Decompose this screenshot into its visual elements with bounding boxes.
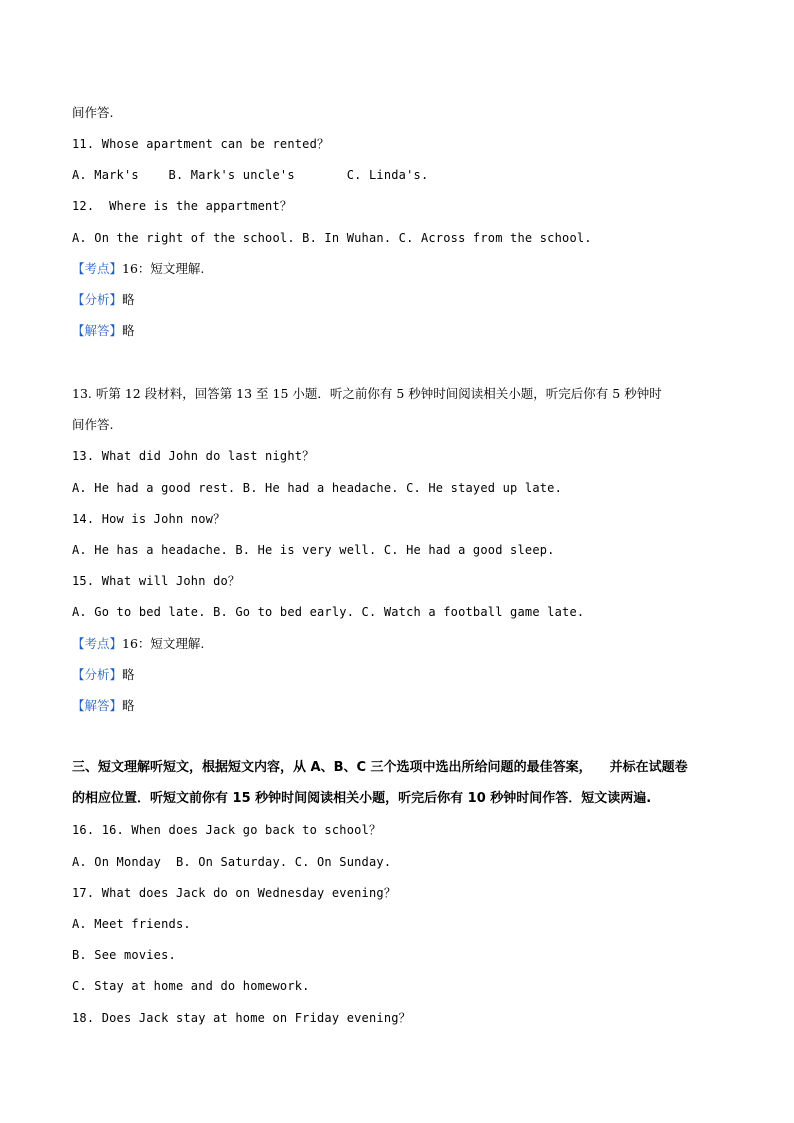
question-18: 18. Does Jack stay at home on Friday evening？	[72, 1011, 411, 1025]
question-11-options: A. Mark's B. Mark's uncle's C. Linda's.	[72, 168, 429, 182]
question-11: 11. Whose apartment can be rented？	[72, 137, 330, 151]
question-17: 17. What does Jack do on Wednesday evening？	[72, 886, 397, 900]
continued-text: 间作答.	[72, 105, 114, 120]
question-17-option-a: A. Meet friends.	[72, 917, 191, 931]
fenxi-tag: 【分析】	[72, 667, 123, 682]
jieda-line-1	[72, 323, 135, 339]
jieda-text: 略	[122, 323, 135, 338]
kaodian-line-1	[72, 261, 204, 277]
kaodian-text: 16：短文理解.	[122, 636, 205, 651]
fenxi-text: 略	[122, 292, 135, 307]
kaodian-tag: 【考点】	[72, 636, 123, 651]
question-14-options: A. He has a headache. B. He is very well. C. He had a good sleep.	[72, 543, 555, 557]
fenxi-line-1	[72, 292, 135, 308]
jieda-line-2	[72, 698, 135, 714]
question-14: 14. How is John now？	[72, 512, 226, 526]
intro-13-line-2: 间作答.	[72, 417, 114, 432]
section-3-heading-line-2: 的相应位置．听短文前你有 15 秒钟时间阅读相关小题，听完后你有 10 秒钟时间作答．短文读两遍.	[72, 791, 652, 806]
fenxi-text: 略	[122, 667, 135, 682]
jieda-tag: 【解答】	[72, 698, 123, 713]
question-13: 13. What did John do last night？	[72, 449, 315, 463]
fenxi-tag: 【分析】	[72, 292, 123, 307]
question-16: 16. 16. When does Jack go back to school？	[72, 823, 382, 837]
jieda-tag: 【解答】	[72, 323, 123, 338]
question-12: 12. Where is the appartment？	[72, 199, 293, 213]
kaodian-line-2	[72, 636, 204, 652]
fenxi-line-2	[72, 667, 135, 683]
question-13-options: A. He had a good rest. B. He had a headache. C. He stayed up late.	[72, 481, 563, 495]
intro-13-line-1: 13. 听第 12 段材料，回答第 13 至 15 小题．听之前你有 5 秒钟时间阅读相关小题，听完后你有 5 秒钟时	[72, 386, 662, 401]
question-15: 15. What will John do？	[72, 574, 241, 588]
question-16-options: A. On Monday B. On Saturday. C. On Sunday.	[72, 855, 392, 869]
question-17-option-c: C. Stay at home and do homework.	[72, 979, 310, 993]
jieda-text: 略	[122, 698, 135, 713]
section-3-heading-line-1: 三、短文理解听短文，根据短文内容，从 A、B、C 三个选项中选出所给问题的最佳答案， 并标在试题卷	[72, 760, 688, 775]
question-15-options: A. Go to bed late. B. Go to bed early. C. Watch a football game late.	[72, 605, 585, 619]
question-17-option-b: B. See movies.	[72, 948, 176, 962]
kaodian-tag: 【考点】	[72, 261, 123, 276]
kaodian-text: 16：短文理解.	[122, 261, 205, 276]
question-12-options: A. On the right of the school. B. In Wuhan. C. Across from the school.	[72, 231, 592, 245]
